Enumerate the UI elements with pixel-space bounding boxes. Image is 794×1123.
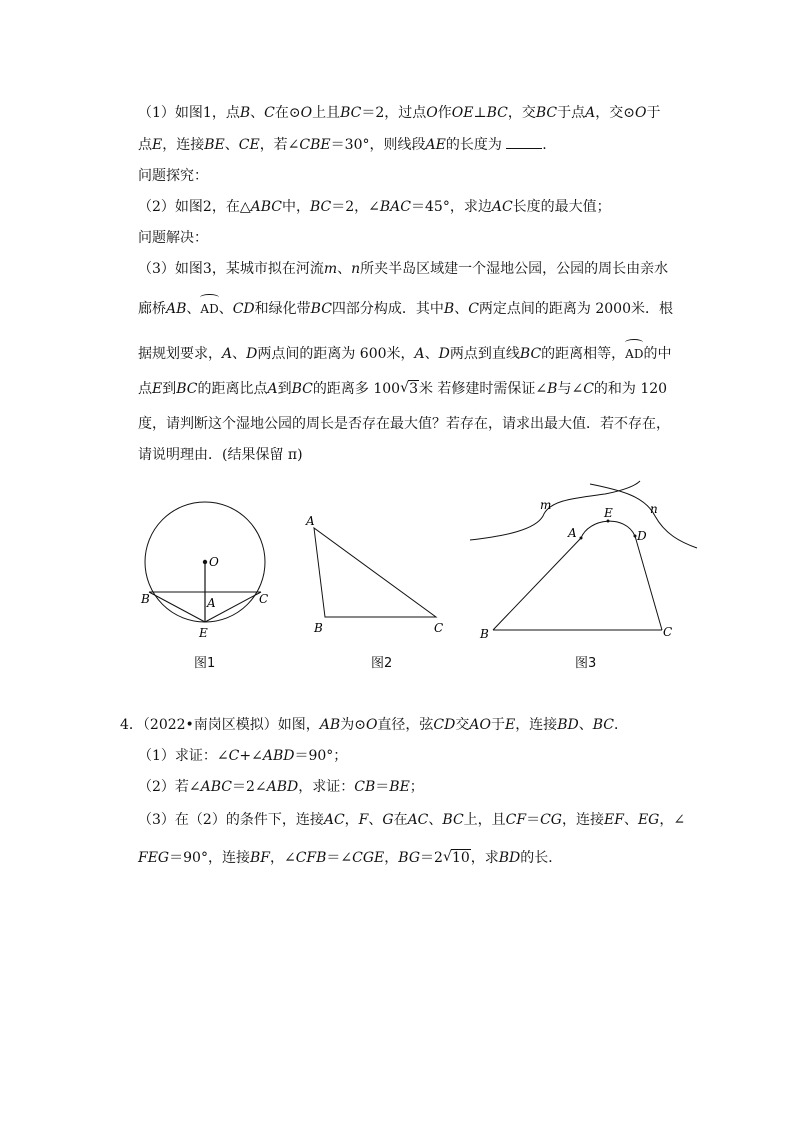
label-e: E xyxy=(199,626,208,640)
figure-2 xyxy=(300,505,460,640)
label-e: E xyxy=(604,506,613,520)
sqrt-10: √ 10 xyxy=(443,848,471,868)
q4-sub3-line2: FEG＝90°，连接BF，∠CFB＝∠CGE，BG＝2√ 10，求BD的长． xyxy=(138,848,562,868)
figure-2-caption: 图2 xyxy=(371,656,393,671)
section-solve: 问题解决： xyxy=(138,230,208,246)
q4-sub1: （1）求证：∠C+∠ABD＝90°； xyxy=(138,748,348,764)
point-a xyxy=(580,537,583,540)
q3-part1-line1: （1）如图1，点B、C在⊙O上且BC＝2，过点O作OE⊥BC，交BC于点A，交⊙O于 xyxy=(138,105,661,121)
q4-header: 4．（2022•南岗区模拟）如图，AB为⊙O直径，弦CD交AO于E，连接BD、BC． xyxy=(120,717,628,733)
label-c: C xyxy=(434,621,444,635)
segment-be xyxy=(149,592,205,622)
answer-blank[interactable] xyxy=(506,148,542,149)
q4-sub3-line1: （3）在（2）的条件下，连接AC，F、G在AC、BC上，且CF＝CG，连接EF、EG，∠ xyxy=(138,812,686,828)
label-b: B xyxy=(141,592,150,606)
q3-part2: （2）如图2，在△ABC中，BC＝2，∠BAC＝45°，求边AC长度的最大值； xyxy=(138,199,611,215)
label-n: n xyxy=(650,502,658,516)
triangle-abc xyxy=(314,528,436,617)
arc-ad-2: AD xyxy=(625,340,643,364)
q3-part3-line4: 点E到BC的距离比点A到BC的距离多 100√ 3米 若修建时需保证∠B与∠C的和为 120 xyxy=(138,379,667,399)
figure-1 xyxy=(135,495,285,655)
label-c: C xyxy=(259,592,269,606)
label-a: A xyxy=(306,514,315,528)
section-explore: 问题探究： xyxy=(138,168,208,184)
label-o: O xyxy=(209,555,219,569)
label-m: m xyxy=(540,498,552,512)
arc-ad xyxy=(581,521,635,538)
point-o xyxy=(203,560,207,564)
label-a: A xyxy=(568,526,577,540)
q3-part3-line2: 廊桥AB、AD、CD和绿化带BC四部分构成．其中B、C两定点间的距离为 2000米．根 xyxy=(138,295,673,319)
figure-3 xyxy=(465,478,705,643)
q3-part3-line6: 请说明理由．(结果保留 π) xyxy=(138,447,303,463)
figure-1-caption: 图1 xyxy=(194,656,216,671)
q3-part1-line2: 点E，连接BE、CE，若∠CBE＝30°，则线段AE的长度为 . xyxy=(138,137,547,153)
figure-3-caption: 图3 xyxy=(575,656,597,671)
segment-cd xyxy=(635,536,662,630)
label-b: B xyxy=(480,627,489,641)
label-c: C xyxy=(663,625,673,639)
q3-part3-line3: 据规划要求，A、D两点间的距离为 600米，A、D两点到直线BC的距离相等，AD的中 xyxy=(138,340,671,364)
label-b: B xyxy=(314,621,323,635)
q3-part3-line1: （3）如图3，某城市拟在河流m、n所夹半岛区域建一个湿地公园，公园的周长由亲水 xyxy=(138,261,669,277)
sqrt-3: √ 3 xyxy=(400,379,419,399)
segment-ab xyxy=(493,538,581,630)
label-a: A xyxy=(207,596,216,610)
q4-sub2: （2）若∠ABC＝2∠ABD，求证：CB＝BE； xyxy=(138,779,424,795)
q3-part3-line5: 度，请判断这个湿地公园的周长是否存在最大值？若存在，请求出最大值．若不存在， xyxy=(138,416,670,432)
label-d: D xyxy=(637,529,647,543)
arc-ad: AD xyxy=(200,295,218,319)
